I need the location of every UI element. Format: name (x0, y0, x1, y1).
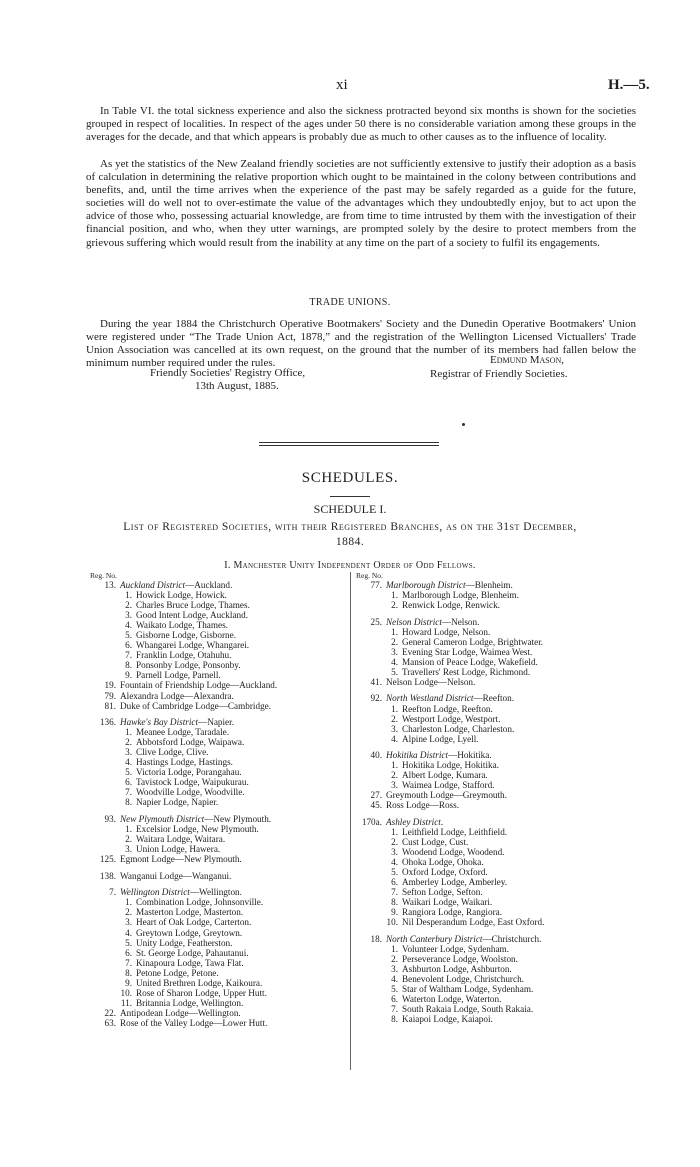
entry-text: Renwick Lodge, Renwick. (402, 600, 500, 611)
entry-text: Ross Lodge—Ross. (386, 800, 459, 811)
entry-text: Napier Lodge, Napier. (136, 797, 219, 808)
branch-entry (356, 770, 646, 780)
branch-entry (90, 988, 345, 998)
entry-number: 92. (370, 693, 382, 704)
entry-text: Mansion of Peace Lodge, Wakefield. (402, 656, 538, 667)
entry-number: 2. (125, 834, 132, 845)
entry-number: 25. (370, 616, 382, 627)
branch-entry (90, 737, 345, 747)
entry-text: —Wellington. (189, 887, 242, 898)
district-name: Hokitika District (386, 750, 449, 761)
entry-text: Hokitika Lodge, Hokitika. (402, 760, 499, 771)
register-entry (356, 580, 646, 590)
branch-entry (90, 824, 345, 834)
register-entry (90, 814, 345, 824)
register-entry (356, 817, 646, 827)
branch-entry (356, 897, 646, 907)
entry-number: 6. (125, 640, 132, 651)
entry-number: 1. (125, 590, 132, 601)
entry-number: 79. (104, 690, 116, 701)
entry-text: Waitara Lodge, Waitara. (136, 834, 226, 845)
entry-number: 3. (391, 964, 398, 975)
entry-text: Clive Lodge, Clive. (136, 747, 209, 758)
entry-number: 7. (391, 1004, 398, 1015)
entry-text: Alexandra Lodge—Alexandra. (120, 690, 234, 701)
entry-text: Abbotsford Lodge, Waipawa. (136, 737, 245, 748)
entry-number: 19. (104, 680, 116, 691)
entry-number: 3. (125, 747, 132, 758)
signoff-office: Friendly Societies' Registry Office, (150, 367, 306, 379)
branch-entry (356, 867, 646, 877)
entry-number: 6. (125, 777, 132, 788)
register-entry (90, 580, 345, 590)
register-entry (90, 691, 345, 701)
printer-mark (462, 423, 465, 426)
entry-text: Greymouth Lodge—Greymouth. (386, 790, 507, 801)
district-name: Auckland District (120, 580, 186, 590)
entry-number: 10. (120, 987, 132, 998)
branch-entry (356, 780, 646, 790)
entry-number: 3. (391, 780, 398, 791)
paragraph-sickness-localities: In Table VI. the total sickness experience and also the sickness protracted beyond six months is shown for the societies grouped in respect of localities. In respect of the ages under 50 there is no considerable variation among these groups in the averages for the decade, and that which appears is probably due as much to other causes as to the influence of locality. (86, 105, 636, 144)
entry-text: Greytown Lodge, Greytown. (136, 927, 243, 938)
entry-number: 5. (125, 630, 132, 641)
branch-entry (356, 887, 646, 897)
entry-text: . (440, 816, 444, 827)
section-divider-rule (259, 442, 439, 443)
entry-number: 10. (386, 917, 398, 928)
entry-text: Waikato Lodge, Thames. (136, 620, 228, 631)
entry-number: 1. (125, 897, 132, 908)
signoff-office-block (150, 367, 305, 393)
entry-text: Howick Lodge, Howick. (136, 590, 227, 601)
entry-text: Duke of Cambridge Lodge—Cambridge. (120, 700, 272, 711)
entry-text: —Reefton. (473, 693, 515, 704)
entry-text: Franklin Lodge, Otahuhu. (136, 650, 232, 661)
branch-entry (356, 1014, 646, 1024)
entry-number: 9. (391, 907, 398, 918)
paragraph-statistics-advice: As yet the statistics of the New Zealand friendly societies are not sufficiently extensive to justify their adoption as a basis of calculation in determining the relative proportion which ought to be maintained in the colony between contributions and benefits, and, until the time arrives when the experience of the past may be safely regarded as a guide for the future, societies will do well not to over-estimate the value of the advantages which they undoubtedly enjoy, but to act upon the advice of those who, possessing actuarial knowledge, are from time to time intrusted by them with the investigation of their financial position, and who, when they utter warnings, are prompted solely by the desire to protect members from the grievous suffering which would result from the inability at any time on the part of a society to fulfil its engagements. (86, 158, 636, 249)
entry-number: 1. (391, 590, 398, 601)
entry-number: 2. (391, 954, 398, 965)
entry-text: South Rakaia Lodge, South Rakaia. (402, 1004, 534, 1015)
branch-entry (90, 797, 345, 807)
entry-text: —Christchurch. (482, 934, 542, 944)
entry-text: Evening Star Lodge, Waimea West. (402, 646, 533, 657)
entry-number: 9. (125, 670, 132, 681)
page-number: xi (336, 77, 348, 93)
district-name: North Canterbury District (386, 934, 483, 944)
branch-entry (90, 998, 345, 1008)
entry-text: Good Intent Lodge, Auckland. (136, 610, 249, 621)
entry-text: Charles Bruce Lodge, Thames. (136, 600, 250, 611)
entry-number: 3. (391, 646, 398, 657)
entry-number: 40. (370, 750, 382, 761)
reg-no-label: Reg. No. (356, 571, 383, 580)
entry-text: Woodend Lodge, Woodend. (402, 847, 505, 858)
branch-entry (90, 938, 345, 948)
district-name: Hawke's Bay District (120, 717, 199, 728)
entry-text: —New Plymouth. (204, 814, 272, 825)
entry-number: 3. (391, 723, 398, 734)
branch-entry (90, 928, 345, 938)
branch-entry (90, 650, 345, 660)
entry-number: 1. (125, 727, 132, 738)
entry-number: 77. (370, 580, 382, 590)
entry-number: 93. (104, 814, 116, 825)
branch-entry (356, 964, 646, 974)
entry-number: 3. (125, 917, 132, 928)
entry-number: 2. (391, 713, 398, 724)
entry-number: 2. (391, 636, 398, 647)
entry-text: Woodville Lodge, Woodville. (136, 787, 245, 798)
district-name: New Plymouth District (120, 814, 205, 825)
entry-text: Heart of Oak Lodge, Carterton. (136, 917, 252, 928)
branch-entry (90, 660, 345, 670)
branch-entry (356, 724, 646, 734)
branch-entry (90, 767, 345, 777)
entry-text: Waterton Lodge, Waterton. (402, 994, 502, 1005)
register-entry (90, 717, 345, 727)
entry-number: 1. (391, 703, 398, 714)
entry-number: 22. (104, 1007, 116, 1018)
entry-number: 8. (125, 660, 132, 671)
branch-entry (356, 734, 646, 744)
signoff-title: Registrar of Friendly Societies. (430, 368, 568, 380)
entry-text: Ponsonby Lodge, Ponsonby. (136, 660, 241, 671)
entry-text: Rose of Sharon Lodge, Upper Hutt. (136, 987, 267, 998)
entry-text: Fountain of Friendship Lodge—Auckland. (120, 680, 278, 691)
entry-number: 7. (109, 887, 116, 898)
branch-entry (356, 917, 646, 927)
entry-text: United Brethren Lodge, Kaikoura. (136, 977, 263, 988)
entry-text: Excelsior Lodge, New Plymouth. (136, 824, 259, 835)
branch-entry (356, 954, 646, 964)
branch-entry (356, 637, 646, 647)
entry-number: 5. (125, 767, 132, 778)
entry-number: 4. (391, 656, 398, 667)
register-entry (90, 701, 345, 711)
branch-entry (90, 958, 345, 968)
entry-text: —Napier. (198, 717, 234, 728)
entry-text: Ashburton Lodge, Ashburton. (402, 964, 512, 975)
entry-number: 2. (391, 837, 398, 848)
entry-number: 4. (125, 927, 132, 938)
entry-text: Antipodean Lodge—Wellington. (120, 1007, 241, 1018)
entry-number: 1. (125, 824, 132, 835)
entry-number: 4. (391, 857, 398, 868)
branch-entry (90, 670, 345, 680)
entry-number: 4. (125, 620, 132, 631)
entry-number: 125. (99, 854, 116, 865)
register-entry (90, 871, 345, 881)
branch-entry (356, 847, 646, 857)
branch-entry (356, 1004, 646, 1014)
paragraph-trade-unions: During the year 1884 the Christchurch Operative Bootmakers' Society and the Dunedin Operative Bootmakers' Union were registered under “The Trade Union Act, 1878,” and the registration of the Wellington Licensed Victuallers' Trade Union Association was cancelled at its own request, on the ground that the number of its members had fallen below the minimum number required under the rules. (86, 318, 636, 370)
branch-entry (356, 974, 646, 984)
entry-number: 2. (391, 770, 398, 781)
branch-entry (356, 667, 646, 677)
entry-number: 9. (125, 977, 132, 988)
register-entry (356, 693, 646, 703)
branch-entry (356, 857, 646, 867)
district-name: North Westland District (386, 693, 474, 704)
entry-number: 45. (370, 800, 382, 811)
register-entry (90, 1008, 345, 1018)
entry-text: Charleston Lodge, Charleston. (402, 723, 515, 734)
entry-number: 5. (391, 867, 398, 878)
register-entry (90, 887, 345, 897)
branch-entry (356, 827, 646, 837)
entry-number: 7. (125, 787, 132, 798)
entry-text: Benevolent Lodge, Christchurch. (402, 974, 524, 985)
branch-entry (356, 714, 646, 724)
branch-entry (90, 948, 345, 958)
heading-underline (330, 496, 370, 497)
branch-entry (90, 834, 345, 844)
entry-text: Nil Desperandum Lodge, East Oxford. (402, 917, 545, 928)
entry-text: Nelson Lodge—Nelson. (386, 676, 476, 687)
entry-text: Rangiora Lodge, Rangiora. (402, 907, 503, 918)
entry-text: —Hokitika. (448, 750, 492, 761)
entry-text: Oxford Lodge, Oxford. (402, 867, 488, 878)
register-entry (90, 1018, 345, 1028)
entry-number: 81. (104, 700, 116, 711)
register-entry (90, 680, 345, 690)
entry-text: Amberley Lodge, Amberley. (402, 877, 508, 888)
signoff-date: 13th August, 1885. (195, 380, 279, 392)
register-entry (90, 854, 345, 864)
entry-text: Volunteer Lodge, Sydenham. (402, 944, 509, 955)
entry-text: Parnell Lodge, Parnell. (136, 670, 221, 681)
branch-entry (356, 944, 646, 954)
entry-number: 8. (125, 967, 132, 978)
entry-number: 136. (99, 717, 116, 728)
entry-text: Victoria Lodge, Porangahau. (136, 767, 242, 778)
entry-number: 1. (391, 626, 398, 637)
entry-text: Leithfield Lodge, Leithfield. (402, 827, 508, 838)
entry-number: 2. (391, 600, 398, 611)
entry-text: Reefton Lodge, Reefton. (402, 703, 493, 714)
branch-entry (90, 787, 345, 797)
branch-entry (356, 984, 646, 994)
entry-text: Masterton Lodge, Masterton. (136, 907, 244, 918)
register-entry (356, 800, 646, 810)
entry-number: 1. (391, 827, 398, 838)
entry-number: 13. (104, 580, 116, 590)
entry-text: —Blenheim. (465, 580, 513, 590)
district-name: Nelson District (386, 616, 442, 627)
entry-number: 5. (125, 937, 132, 948)
entry-number: 5. (391, 666, 398, 677)
branch-entry (90, 620, 345, 630)
entry-number: 2. (125, 600, 132, 611)
entry-text: Petone Lodge, Petone. (136, 967, 219, 978)
trade-unions-heading: TRADE UNIONS. (309, 297, 391, 308)
entry-number: 18. (370, 934, 382, 944)
column-divider (350, 572, 351, 1070)
schedules-heading: SCHEDULES. (301, 470, 399, 486)
entry-number: 5. (391, 984, 398, 995)
entry-number: 11. (120, 997, 132, 1008)
branch-entry (356, 600, 646, 610)
entry-text: Kaiapoi Lodge, Kaiapoi. (402, 1014, 493, 1025)
branch-entry (90, 757, 345, 767)
entry-number: 4. (391, 974, 398, 985)
schedule-number: SCHEDULE I. (313, 502, 387, 516)
entry-number: 41. (370, 676, 382, 687)
branch-entry (356, 994, 646, 1004)
entry-text: Travellers' Rest Lodge, Richmond. (402, 666, 531, 677)
entry-number: 1. (391, 760, 398, 771)
list-title-line2: 1884. (335, 536, 365, 548)
register-entry (356, 617, 646, 627)
left-register-column (90, 572, 345, 1028)
branch-entry (90, 630, 345, 640)
entry-number: 4. (125, 757, 132, 768)
entry-number: 63. (104, 1017, 116, 1028)
entry-text: Tavistock Lodge, Waipukurau. (136, 777, 249, 788)
branch-entry (90, 897, 345, 907)
entry-text: Rose of the Valley Lodge—Lower Hutt. (120, 1017, 268, 1028)
entry-number: 8. (391, 897, 398, 908)
entry-text: Waimea Lodge, Stafford. (402, 780, 495, 791)
branch-entry (90, 777, 345, 787)
entry-number: 7. (125, 957, 132, 968)
entry-text: Whangarei Lodge, Whangarei. (136, 640, 250, 651)
register-entry (356, 790, 646, 800)
signoff-name: Edmund Mason, (490, 354, 565, 366)
entry-number: 3. (125, 610, 132, 621)
entry-text: Sefton Lodge, Sefton. (402, 887, 483, 898)
branch-entry (90, 590, 345, 600)
entry-text: Star of Waltham Lodge, Sydenham. (402, 984, 534, 995)
entry-number: 1. (391, 944, 398, 955)
entry-text: Albert Lodge, Kumara. (402, 770, 488, 781)
entry-text: Combination Lodge, Johnsonville. (136, 897, 264, 908)
entry-number: 8. (391, 1014, 398, 1025)
entry-number: 6. (125, 947, 132, 958)
entry-number: 2. (125, 737, 132, 748)
entry-number: 27. (370, 790, 382, 801)
register-entry (356, 750, 646, 760)
branch-entry (356, 657, 646, 667)
register-entry (356, 934, 646, 944)
branch-entry (90, 917, 345, 927)
branch-entry (356, 907, 646, 917)
entry-number: 3. (125, 844, 132, 855)
district-name: Ashley District (386, 816, 441, 827)
entry-number: 4. (391, 733, 398, 744)
list-title-line1: List of Registered Societies, with their Registered Branches, as on the 31st December, (123, 521, 577, 533)
entry-text: Egmont Lodge—New Plymouth. (120, 854, 242, 865)
entry-text: Unity Lodge, Featherston. (136, 937, 233, 948)
entry-number: 7. (391, 887, 398, 898)
entry-text: Ohoka Lodge, Ohoka. (402, 857, 484, 868)
entry-number: 8. (125, 797, 132, 808)
register-entry (356, 677, 646, 687)
branch-entry (90, 640, 345, 650)
entry-text: Marlborough Lodge, Blenheim. (402, 590, 519, 601)
entry-number: 170a. (361, 816, 382, 827)
branch-entry (90, 610, 345, 620)
entry-number: 6. (391, 994, 398, 1005)
entry-text: Hastings Lodge, Hastings. (136, 757, 233, 768)
branch-entry (356, 877, 646, 887)
entry-text: Meanee Lodge, Taradale. (136, 727, 230, 738)
branch-entry (356, 590, 646, 600)
entry-text: —Nelson. (441, 616, 480, 627)
entry-text: Perseverance Lodge, Woolston. (402, 954, 518, 965)
branch-entry (90, 844, 345, 854)
entry-number: 7. (125, 650, 132, 661)
entry-number: 3. (391, 847, 398, 858)
paper-code: H.—5. (608, 77, 650, 93)
district-name: Wellington District (120, 887, 190, 898)
entry-text: Union Lodge, Hawera. (136, 844, 221, 855)
branch-entry (356, 704, 646, 714)
list-title (0, 520, 700, 550)
entry-text: —Auckland. (185, 580, 233, 590)
branch-entry (356, 760, 646, 770)
order-title: I. Manchester Unity Independent Order of Odd Fellows. (224, 560, 476, 571)
entry-text: Gisborne Lodge, Gisborne. (136, 630, 237, 641)
branch-entry (356, 647, 646, 657)
branch-entry (356, 627, 646, 637)
section-divider-rule (259, 445, 439, 446)
entry-text: General Cameron Lodge, Brightwater. (402, 636, 544, 647)
branch-entry (90, 978, 345, 988)
signoff-registrar-block (430, 353, 567, 381)
reg-no-label: Reg. No. (90, 571, 117, 580)
district-name: Marlborough District (386, 580, 466, 590)
right-register-column (356, 572, 646, 1024)
entry-text: Cust Lodge, Cust. (402, 837, 469, 848)
entry-text: Wanganui Lodge—Wanganui. (120, 870, 232, 881)
entry-number: 6. (391, 877, 398, 888)
branch-entry (356, 837, 646, 847)
entry-number: 2. (125, 907, 132, 918)
entry-text: Britannia Lodge, Wellington. (136, 997, 244, 1008)
entry-text: Howard Lodge, Nelson. (402, 626, 491, 637)
entry-text: Alpine Lodge, Lyell. (402, 733, 479, 744)
branch-entry (90, 747, 345, 757)
branch-entry (90, 600, 345, 610)
branch-entry (90, 907, 345, 917)
entry-number: 138. (99, 870, 116, 881)
entry-text: Westport Lodge, Westport. (402, 713, 501, 724)
entry-text: Kinapoura Lodge, Tawa Flat. (136, 957, 244, 968)
entry-text: St. George Lodge, Pahautanui. (136, 947, 249, 958)
branch-entry (90, 968, 345, 978)
branch-entry (90, 727, 345, 737)
entry-text: Waikari Lodge, Waikari. (402, 897, 493, 908)
